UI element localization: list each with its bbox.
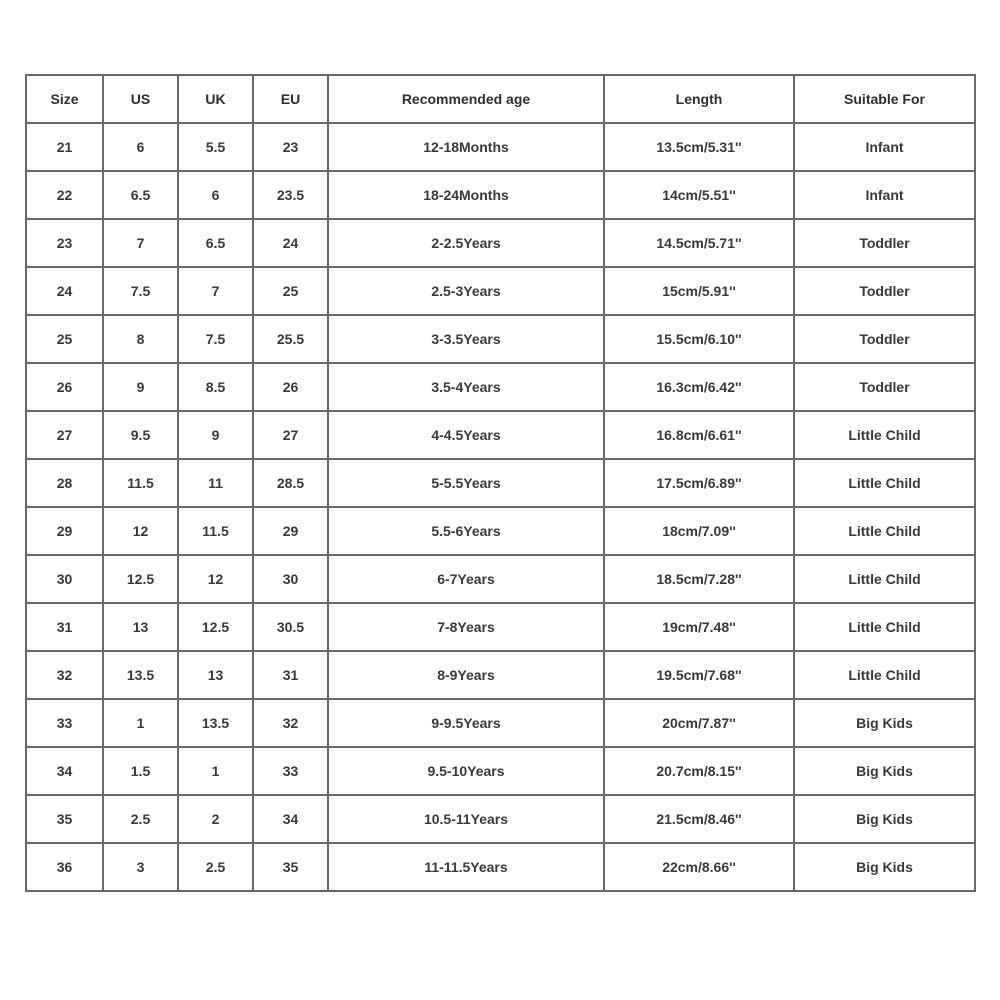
- table-row: [26, 603, 975, 651]
- cell-size: 23: [26, 219, 103, 267]
- table-row: [26, 555, 975, 603]
- table-row: [26, 219, 975, 267]
- cell-suitable-for: Little Child: [794, 507, 975, 555]
- cell-size: 22: [26, 171, 103, 219]
- cell-recommended-age: 2.5-3Years: [328, 267, 604, 315]
- cell-suitable-for: Toddler: [794, 219, 975, 267]
- cell-us: 9: [103, 363, 178, 411]
- table-row: [26, 795, 975, 843]
- cell-eu: 26: [253, 363, 328, 411]
- cell-recommended-age: 5-5.5Years: [328, 459, 604, 507]
- cell-suitable-for: Little Child: [794, 555, 975, 603]
- cell-uk: 2.5: [178, 843, 253, 891]
- table-header: [26, 75, 975, 123]
- cell-us: 6.5: [103, 171, 178, 219]
- cell-length: 13.5cm/5.31'': [604, 123, 794, 171]
- cell-eu: 25.5: [253, 315, 328, 363]
- header-length: Length: [604, 75, 794, 123]
- cell-size: 28: [26, 459, 103, 507]
- cell-length: 22cm/8.66'': [604, 843, 794, 891]
- cell-length: 18.5cm/7.28'': [604, 555, 794, 603]
- cell-size: 34: [26, 747, 103, 795]
- cell-us: 9.5: [103, 411, 178, 459]
- table-body: [26, 123, 975, 891]
- cell-us: 1: [103, 699, 178, 747]
- cell-uk: 5.5: [178, 123, 253, 171]
- cell-suitable-for: Big Kids: [794, 747, 975, 795]
- cell-us: 13.5: [103, 651, 178, 699]
- cell-uk: 6: [178, 171, 253, 219]
- cell-uk: 7: [178, 267, 253, 315]
- cell-length: 14.5cm/5.71'': [604, 219, 794, 267]
- cell-recommended-age: 7-8Years: [328, 603, 604, 651]
- cell-suitable-for: Toddler: [794, 363, 975, 411]
- cell-size: 36: [26, 843, 103, 891]
- cell-us: 3: [103, 843, 178, 891]
- cell-suitable-for: Infant: [794, 171, 975, 219]
- cell-eu: 23.5: [253, 171, 328, 219]
- table-row: [26, 123, 975, 171]
- header-row: [26, 75, 975, 123]
- cell-size: 27: [26, 411, 103, 459]
- cell-eu: 28.5: [253, 459, 328, 507]
- cell-length: 17.5cm/6.89'': [604, 459, 794, 507]
- cell-recommended-age: 10.5-11Years: [328, 795, 604, 843]
- table-row: [26, 651, 975, 699]
- cell-length: 19.5cm/7.68'': [604, 651, 794, 699]
- cell-size: 25: [26, 315, 103, 363]
- cell-length: 21.5cm/8.46'': [604, 795, 794, 843]
- cell-recommended-age: 3.5-4Years: [328, 363, 604, 411]
- cell-size: 24: [26, 267, 103, 315]
- table-row: [26, 747, 975, 795]
- cell-suitable-for: Big Kids: [794, 795, 975, 843]
- table-row: [26, 171, 975, 219]
- cell-uk: 6.5: [178, 219, 253, 267]
- cell-length: 15cm/5.91'': [604, 267, 794, 315]
- cell-us: 12.5: [103, 555, 178, 603]
- table-row: [26, 699, 975, 747]
- cell-suitable-for: Little Child: [794, 651, 975, 699]
- cell-suitable-for: Little Child: [794, 411, 975, 459]
- header-us: US: [103, 75, 178, 123]
- cell-eu: 30.5: [253, 603, 328, 651]
- cell-recommended-age: 9.5-10Years: [328, 747, 604, 795]
- cell-recommended-age: 4-4.5Years: [328, 411, 604, 459]
- cell-recommended-age: 6-7Years: [328, 555, 604, 603]
- cell-uk: 11.5: [178, 507, 253, 555]
- cell-uk: 2: [178, 795, 253, 843]
- cell-eu: 30: [253, 555, 328, 603]
- cell-uk: 13: [178, 651, 253, 699]
- cell-length: 14cm/5.51'': [604, 171, 794, 219]
- cell-uk: 11: [178, 459, 253, 507]
- cell-size: 35: [26, 795, 103, 843]
- cell-suitable-for: Little Child: [794, 459, 975, 507]
- cell-length: 18cm/7.09'': [604, 507, 794, 555]
- cell-size: 30: [26, 555, 103, 603]
- cell-eu: 32: [253, 699, 328, 747]
- table-row: [26, 363, 975, 411]
- cell-recommended-age: 2-2.5Years: [328, 219, 604, 267]
- header-eu: EU: [253, 75, 328, 123]
- cell-recommended-age: 5.5-6Years: [328, 507, 604, 555]
- cell-us: 13: [103, 603, 178, 651]
- cell-size: 31: [26, 603, 103, 651]
- cell-us: 11.5: [103, 459, 178, 507]
- cell-recommended-age: 18-24Months: [328, 171, 604, 219]
- cell-recommended-age: 9-9.5Years: [328, 699, 604, 747]
- cell-eu: 24: [253, 219, 328, 267]
- cell-uk: 13.5: [178, 699, 253, 747]
- cell-size: 26: [26, 363, 103, 411]
- header-uk: UK: [178, 75, 253, 123]
- cell-length: 15.5cm/6.10'': [604, 315, 794, 363]
- cell-suitable-for: Toddler: [794, 267, 975, 315]
- cell-uk: 8.5: [178, 363, 253, 411]
- cell-eu: 29: [253, 507, 328, 555]
- table-row: [26, 459, 975, 507]
- cell-uk: 7.5: [178, 315, 253, 363]
- cell-length: 16.3cm/6.42'': [604, 363, 794, 411]
- table-row: [26, 267, 975, 315]
- cell-eu: 27: [253, 411, 328, 459]
- cell-size: 21: [26, 123, 103, 171]
- table-row: [26, 411, 975, 459]
- cell-eu: 25: [253, 267, 328, 315]
- cell-suitable-for: Toddler: [794, 315, 975, 363]
- cell-us: 12: [103, 507, 178, 555]
- cell-length: 20cm/7.87'': [604, 699, 794, 747]
- cell-us: 2.5: [103, 795, 178, 843]
- table-row: [26, 843, 975, 891]
- cell-length: 20.7cm/8.15'': [604, 747, 794, 795]
- header-suitable-for: Suitable For: [794, 75, 975, 123]
- header-recommended-age: Recommended age: [328, 75, 604, 123]
- cell-us: 7: [103, 219, 178, 267]
- cell-eu: 33: [253, 747, 328, 795]
- cell-uk: 12.5: [178, 603, 253, 651]
- cell-length: 19cm/7.48'': [604, 603, 794, 651]
- cell-suitable-for: Little Child: [794, 603, 975, 651]
- header-size: Size: [26, 75, 103, 123]
- table-row: [26, 315, 975, 363]
- size-chart-table: [25, 74, 976, 892]
- cell-eu: 34: [253, 795, 328, 843]
- cell-size: 32: [26, 651, 103, 699]
- cell-uk: 1: [178, 747, 253, 795]
- cell-size: 29: [26, 507, 103, 555]
- cell-recommended-age: 8-9Years: [328, 651, 604, 699]
- cell-suitable-for: Big Kids: [794, 843, 975, 891]
- cell-length: 16.8cm/6.61'': [604, 411, 794, 459]
- cell-suitable-for: Infant: [794, 123, 975, 171]
- cell-recommended-age: 3-3.5Years: [328, 315, 604, 363]
- cell-recommended-age: 12-18Months: [328, 123, 604, 171]
- cell-us: 7.5: [103, 267, 178, 315]
- table-row: [26, 507, 975, 555]
- cell-eu: 23: [253, 123, 328, 171]
- cell-size: 33: [26, 699, 103, 747]
- cell-us: 1.5: [103, 747, 178, 795]
- cell-eu: 35: [253, 843, 328, 891]
- cell-uk: 12: [178, 555, 253, 603]
- cell-suitable-for: Big Kids: [794, 699, 975, 747]
- cell-us: 6: [103, 123, 178, 171]
- cell-eu: 31: [253, 651, 328, 699]
- cell-us: 8: [103, 315, 178, 363]
- cell-recommended-age: 11-11.5Years: [328, 843, 604, 891]
- cell-uk: 9: [178, 411, 253, 459]
